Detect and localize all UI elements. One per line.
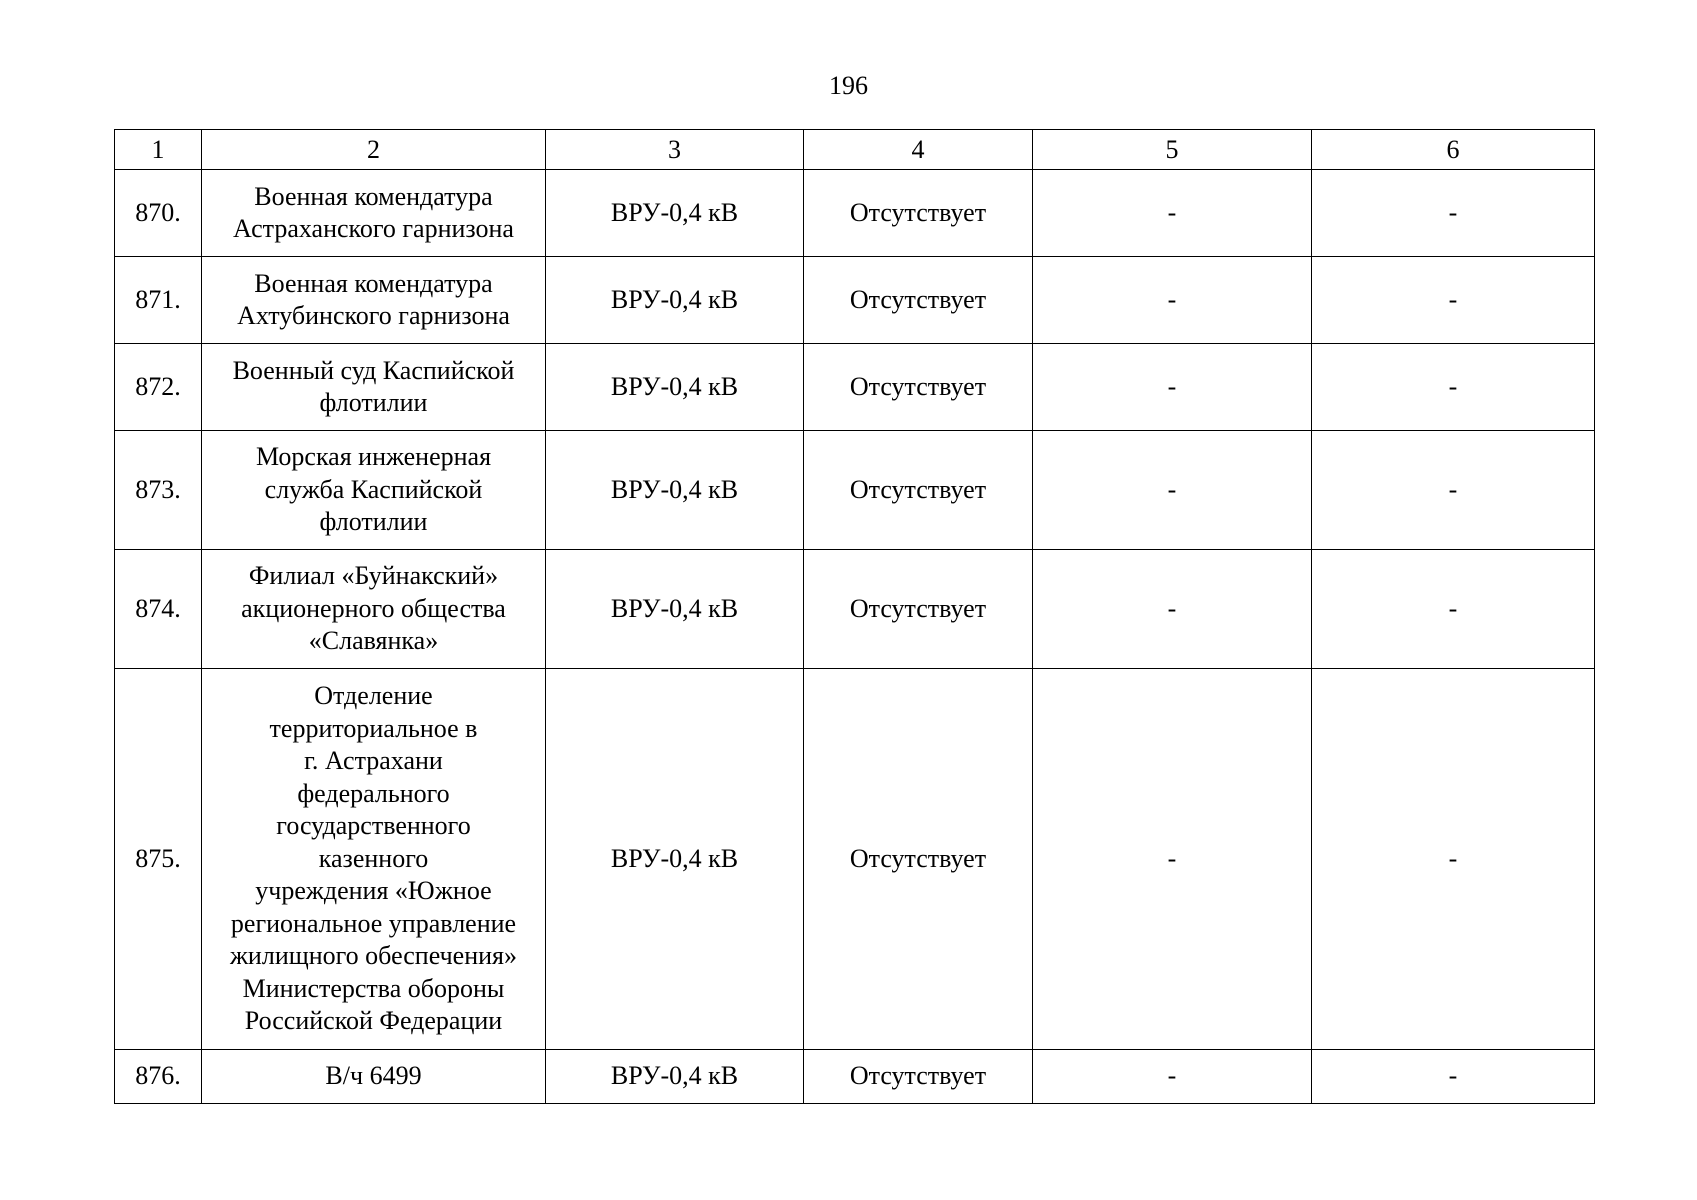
- device-cell: ВРУ-0,4 кВ: [546, 344, 804, 431]
- table-row: [115, 431, 1595, 550]
- header-cell: 3: [546, 130, 804, 170]
- table-row: [115, 669, 1595, 1050]
- row-number-cell: 874.: [115, 550, 202, 669]
- col5-cell: -: [1033, 431, 1312, 550]
- device-cell: ВРУ-0,4 кВ: [546, 550, 804, 669]
- organization-name-cell: [202, 344, 546, 431]
- col6-cell: -: [1312, 431, 1595, 550]
- table-header-row: [115, 130, 1595, 170]
- organization-name-line: Министерства обороны: [242, 973, 505, 1003]
- col6-cell: -: [1312, 257, 1595, 344]
- device-cell: ВРУ-0,4 кВ: [546, 170, 804, 257]
- row-number-cell: 870.: [115, 170, 202, 257]
- table-row: [115, 550, 1595, 669]
- organization-name-line: жилищного обеспечения»: [229, 941, 518, 971]
- status-cell: Отсутствует: [804, 344, 1033, 431]
- col6-cell: -: [1312, 344, 1595, 431]
- organization-name-line: Военная комендатура: [254, 268, 493, 298]
- table-row: [115, 257, 1595, 344]
- organization-name-cell: [202, 257, 546, 344]
- organization-name-line: флотилии: [319, 507, 428, 537]
- organization-name-line: Военная комендатура: [254, 181, 493, 211]
- device-cell: ВРУ-0,4 кВ: [546, 431, 804, 550]
- organization-name-line: территориальное в: [269, 713, 478, 743]
- col5-cell: -: [1033, 1050, 1312, 1104]
- col6-cell: -: [1312, 170, 1595, 257]
- organization-name-line: В/ч 6499: [325, 1061, 422, 1091]
- header-cell: 1: [115, 130, 202, 170]
- col6-cell: -: [1312, 669, 1595, 1050]
- organization-name-line: региональное управление: [230, 908, 517, 938]
- device-cell: ВРУ-0,4 кВ: [546, 1050, 804, 1104]
- table-row: [115, 170, 1595, 257]
- organization-name-line: федерального: [297, 778, 450, 808]
- organization-name-line: служба Каспийской: [264, 474, 483, 504]
- organization-name-line: Ахтубинского гарнизона: [237, 301, 510, 330]
- organization-name-line: Филиал «Буйнакский»: [248, 561, 499, 591]
- col5-cell: -: [1033, 344, 1312, 431]
- col5-cell: -: [1033, 257, 1312, 344]
- header-cell: 2: [202, 130, 546, 170]
- organization-name-line: «Славянка»: [308, 626, 439, 656]
- organization-name-line: казенного: [318, 843, 429, 873]
- status-cell: Отсутствует: [804, 550, 1033, 669]
- organization-name-cell: [202, 550, 546, 669]
- organization-name-line: Отделение: [314, 681, 433, 711]
- status-cell: Отсутствует: [804, 431, 1033, 550]
- status-cell: Отсутствует: [804, 1050, 1033, 1104]
- organization-name-line: учреждения «Южное: [255, 876, 492, 906]
- header-cell: 5: [1033, 130, 1312, 170]
- organization-name-line: государственного: [276, 811, 471, 841]
- status-cell: Отсутствует: [804, 669, 1033, 1050]
- organization-name-line: Российской Федерации: [244, 1006, 503, 1036]
- organization-name-cell: [202, 170, 546, 257]
- status-cell: Отсутствует: [804, 170, 1033, 257]
- status-cell: Отсутствует: [804, 257, 1033, 344]
- table-row: [115, 344, 1595, 431]
- organization-name-line: Военный суд Каспийской: [232, 355, 515, 385]
- organization-name-cell: [202, 669, 546, 1050]
- data-table: [114, 129, 1595, 1104]
- header-cell: 6: [1312, 130, 1595, 170]
- row-number-cell: 876.: [115, 1050, 202, 1104]
- col6-cell: -: [1312, 550, 1595, 669]
- organization-name-cell: [202, 1050, 546, 1104]
- row-number-cell: 875.: [115, 669, 202, 1050]
- device-cell: ВРУ-0,4 кВ: [546, 669, 804, 1050]
- col5-cell: -: [1033, 170, 1312, 257]
- row-number-cell: 873.: [115, 431, 202, 550]
- organization-name-line: г. Астрахани: [304, 746, 443, 776]
- col6-cell: -: [1312, 1050, 1595, 1104]
- device-cell: ВРУ-0,4 кВ: [546, 257, 804, 344]
- col5-cell: -: [1033, 669, 1312, 1050]
- organization-name-cell: [202, 431, 546, 550]
- organization-name-line: Астраханского гарнизона: [233, 214, 514, 243]
- organization-name-line: акционерного общества: [241, 593, 506, 623]
- organization-name-line: Морская инженерная: [255, 442, 492, 472]
- col5-cell: -: [1033, 550, 1312, 669]
- header-cell: 4: [804, 130, 1033, 170]
- row-number-cell: 872.: [115, 344, 202, 431]
- table-row: [115, 1050, 1595, 1104]
- page-number: 196: [829, 71, 868, 100]
- organization-name-line: флотилии: [319, 388, 428, 417]
- row-number-cell: 871.: [115, 257, 202, 344]
